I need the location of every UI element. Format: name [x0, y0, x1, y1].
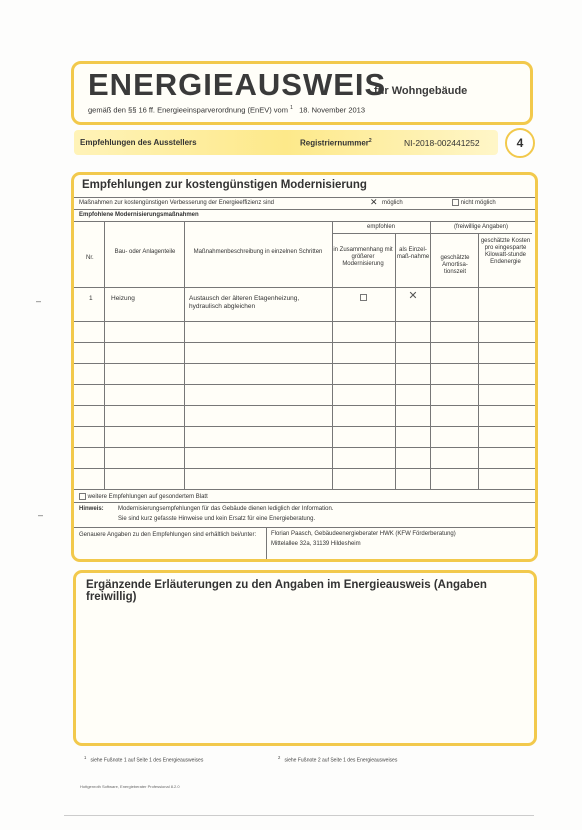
document-subtitle: für Wohngebäude	[374, 85, 468, 97]
table-line	[74, 468, 535, 469]
more-recommendations-checkbox	[79, 493, 86, 500]
hint-line-1: Modernisierungsempfehlungen für das Gebäude dienen lediglich der Information.	[118, 506, 334, 512]
advisor-address: Mittelallee 32a, 31139 Hildesheim	[271, 541, 361, 547]
not-possible-checkbox	[452, 199, 459, 206]
not-possible-option	[452, 199, 496, 207]
more-recommendations-option	[79, 493, 208, 501]
issuer-label: Empfehlungen des Ausstellers	[80, 138, 197, 147]
header-box	[71, 61, 533, 125]
col-optional: (freiwillige Angaben)	[453, 224, 509, 230]
col-nr: Nr.	[86, 255, 94, 261]
table-line	[74, 287, 535, 288]
improvement-question: Maßnahmen zur kostengünstigen Verbesserung der Energieeffizienz sind	[79, 200, 275, 206]
measures-subheading: Empfohlene Modernisierungsmaßnahmen	[79, 212, 199, 218]
recommendations-box	[71, 172, 538, 562]
row-description: Austausch der älteren Etagenheizung, hydraulisch abgleichen	[189, 295, 300, 310]
recommendations-heading: Empfehlungen zur kostengünstigen Modernisierung	[82, 179, 367, 191]
table-line	[74, 363, 535, 364]
table-line	[430, 221, 431, 489]
issuer-bar	[74, 130, 498, 155]
possible-label: möglich	[382, 200, 403, 206]
divider	[74, 527, 535, 528]
table-line	[74, 384, 535, 385]
table-line	[74, 426, 535, 427]
col-context: in Zusammenhang mit größerer Modernisierung	[333, 247, 393, 267]
col-recommended: empfohlen	[366, 224, 396, 230]
table-line	[478, 233, 479, 489]
footnote-2-mark: 2	[278, 755, 281, 760]
hint-label: Hinweis:	[79, 506, 104, 512]
footnote-1	[84, 755, 203, 764]
details-label: Genauere Angaben zu den Empfehlungen sind erhältlich bei/unter:	[79, 532, 257, 538]
explanations-box	[73, 570, 537, 746]
more-recommendations-label: weitere Empfehlungen auf gesondertem Blatt	[87, 494, 208, 501]
law-footnote-mark: 1	[290, 105, 293, 111]
scan-mark: –	[38, 510, 44, 520]
document-title: ENERGIEAUSWEIS	[88, 67, 387, 102]
row-nr: 1	[89, 295, 93, 302]
possible-check-mark: ✕	[370, 197, 378, 207]
table-line	[74, 489, 535, 490]
col-amortisation: geschätzte Amortisa-tionszeit	[440, 255, 470, 275]
row-context-checkbox	[332, 294, 395, 302]
table-line	[395, 233, 396, 489]
col-cost-per-kwh: geschätzte Kosten pro eingesparte Kilowatt-stunde Endenergie	[480, 238, 531, 265]
col-description: Maßnahmenbeschreibung in einzelnen Schritten	[193, 249, 323, 255]
table-line	[74, 405, 535, 406]
registration-label-text: Registriernummer	[300, 138, 369, 148]
row-single-check-mark: ✕	[408, 290, 418, 302]
divider	[266, 527, 267, 559]
page-edge	[64, 815, 534, 816]
page-number-badge: 4	[505, 128, 535, 158]
advisor-name: Florian Paasch, Gebäudeenergieberater HWK (KFW Förderberatung)	[271, 531, 456, 537]
scan-mark: –	[36, 296, 42, 306]
divider	[74, 197, 535, 198]
law-text: gemäß den §§ 16 ff. Energieeinsparverordnung (EnEV) vom	[88, 105, 288, 115]
divider	[74, 209, 535, 210]
col-part: Bau- oder Anlagenteile	[114, 249, 176, 255]
table-line	[104, 221, 105, 489]
footnote-1-text: siehe Fußnote 1 auf Seite 1 des Energieausweises	[90, 757, 204, 764]
explanations-heading: Ergänzende Erläuterungen zu den Angaben im Energieausweis (Angaben freiwillig)	[86, 579, 487, 603]
not-possible-label: nicht möglich	[460, 200, 496, 207]
table-line	[332, 221, 333, 489]
law-date: 18. November 2013	[299, 105, 365, 115]
table-line	[74, 447, 535, 448]
registration-number: NI-2018-002441252	[404, 138, 480, 148]
divider	[332, 233, 532, 234]
col-single: als Einzel-maß-nahme	[396, 247, 430, 260]
table-line	[74, 342, 535, 343]
table-line	[74, 321, 535, 322]
registration-label	[300, 138, 372, 148]
law-reference	[88, 105, 365, 115]
footnote-2-text: siehe Fußnote 2 auf Seite 1 des Energieausweises	[284, 757, 398, 764]
row-part: Heizung	[111, 295, 135, 302]
footnote-2	[278, 755, 397, 764]
registration-footnote-mark: 2	[368, 138, 372, 144]
table-line	[184, 221, 185, 489]
divider	[74, 502, 535, 503]
footnote-1-mark: 1	[84, 755, 87, 760]
software-credit: Hottgenroth Software, Energieberater Professional 8.2.0	[80, 784, 180, 789]
hint-line-2: Sie sind kurz gefasste Hinweise und kein Ersatz für eine Energieberatung.	[118, 516, 316, 522]
divider	[74, 221, 535, 222]
